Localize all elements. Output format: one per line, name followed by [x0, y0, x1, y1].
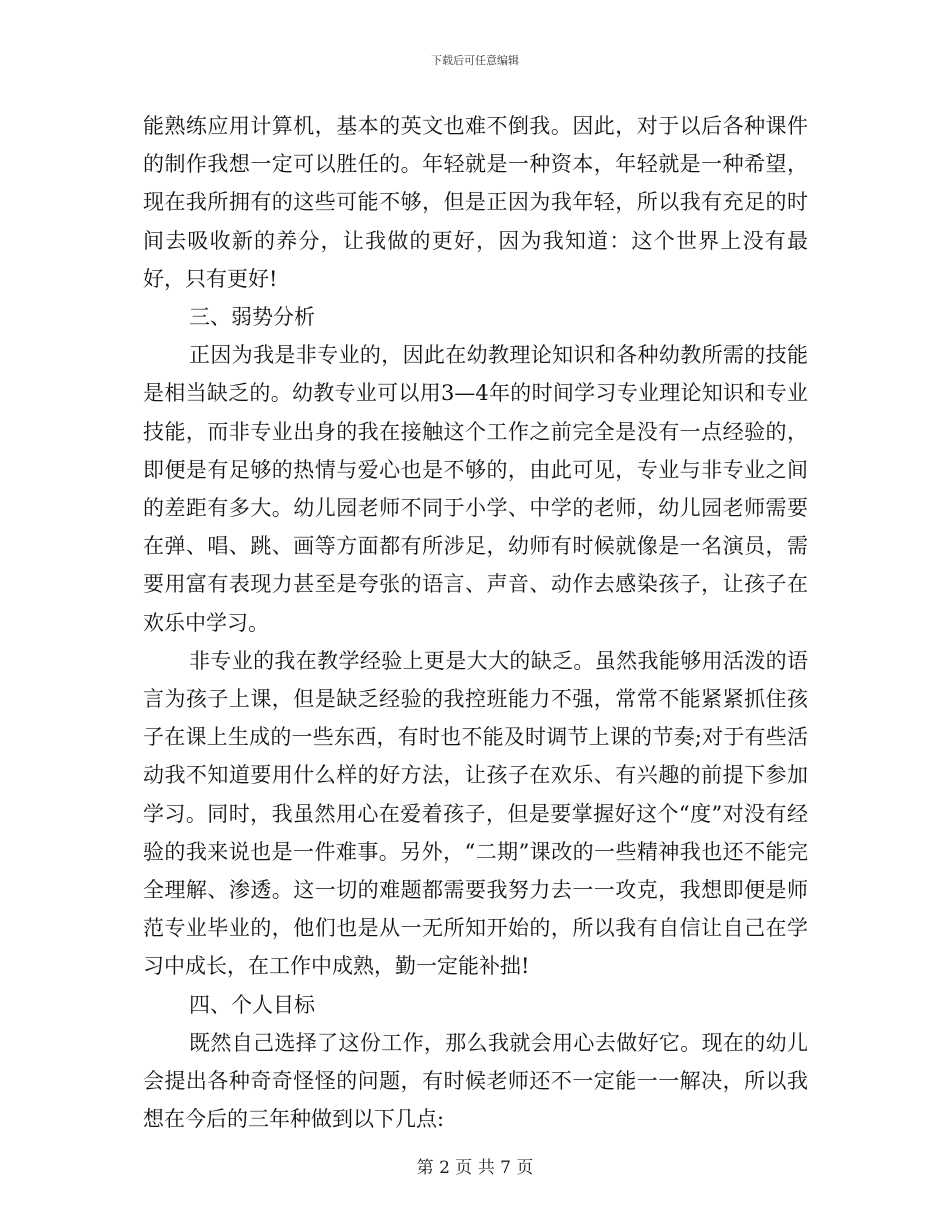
section-heading-weakness: 三、弱势分析 [189, 305, 315, 330]
paragraph-weakness-professional: 正因为我是非专业的，因此在幼教理论知识和各种幼教所需的技能是相当缺乏的。幼教专业可以用3—4年的时间学习专业理论知识和专业技能，而非专业出身的我在接触这个工作之前完全是没有一点经验的，即便是有足够的热情与爱心也是不够的，由此可见，专业与非专业之间的差距有多大。幼儿园老师不同于小学、中学的老师，幼儿园老师需要在弹、唱、跳、画等方面都有所涉足，幼师有时候就像是一名演员，需要用富有表现力甚至是夸张的语言、声音、动作去感染孩子，让孩子在欢乐中学习。 [143, 343, 808, 635]
page-header: 下载后可任意编辑 [431, 54, 519, 67]
paragraph-continuation: 能熟练应用计算机，基本的英文也难不倒我。因此，对于以后各种课件的制作我想一定可以胜任的。年轻就是一种资本，年轻就是一种希望，现在我所拥有的这些可能不够，但是正因为我年轻，所以我有充足的时间去吸收新的养分，让我做的更好，因为我知道：这个世界上没有最好，只有更好! [143, 114, 808, 291]
paragraph-weakness-experience: 非专业的我在教学经验上更是大大的缺乏。虽然我能够用活泼的语言为孩子上课，但是缺乏经验的我控班能力不强，常常不能紧紧抓住孩子在课上生成的一些东西，有时也不能及时调节上课的节奏;对于有些活动我不知道要用什么样的好方法，让孩子在欢乐、有兴趣的前提下参加学习。同时，我虽然用心在爱着孩子，但是要掌握好这个“度”对没有经验的我来说也是一件难事。另外，“二期”课改的一些精神我也还不能完全理解、渗透。这一切的难题都需要我努力去一一攻克，我想即便是师范专业毕业的，他们也是从一无所知开始的，所以我有自信让自己在学习中成长，在工作中成熟，勤一定能补拙! [143, 648, 808, 979]
page-number: 第 2 页 共 7 页 [416, 1158, 534, 1178]
paragraph-goals-intro: 既然自己选择了这份工作，那么我就会用心去做好它。现在的幼儿会提出各种奇奇怪怪的问题，有时候老师还不一定能一一解决，所以我想在今后的三年种做到以下几点: [143, 1030, 808, 1132]
document-body [143, 107, 808, 1138]
section-heading-goals: 四、个人目标 [189, 992, 315, 1017]
